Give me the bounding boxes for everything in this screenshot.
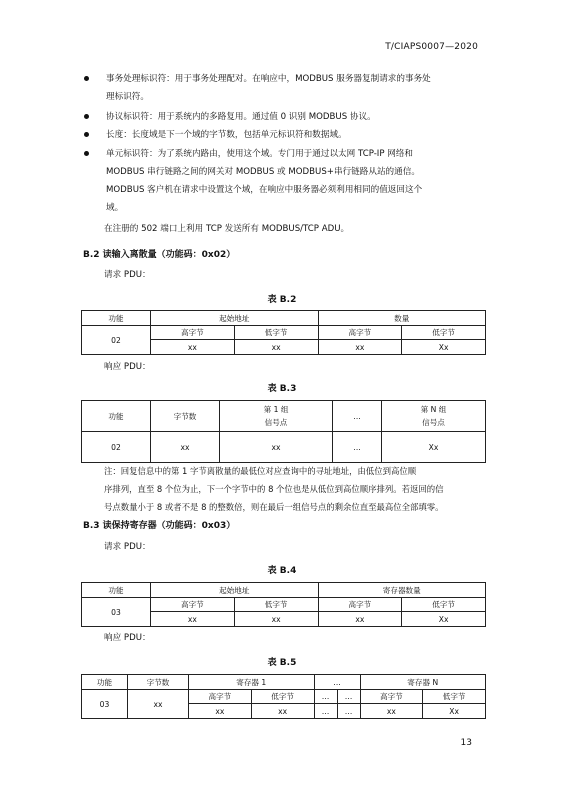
section-b2-title: B.2 读输入离散量（功能码：0x02） xyxy=(83,250,236,260)
page-number: 13 xyxy=(460,738,472,748)
request-pdu-label: 请求 PDU： xyxy=(104,542,151,552)
th-ellipsis: … xyxy=(314,690,337,704)
table-b3 xyxy=(81,400,486,463)
bullet-transaction-id xyxy=(84,70,504,106)
response-pdu-label: 响应 PDU： xyxy=(104,633,151,643)
th-low-byte: 低字节 xyxy=(423,690,486,704)
bullet-text: 单元标识符：为了系统内路由，使用这个域。专门用于通过以太网 TCP-IP 网络和 xyxy=(106,149,414,159)
bullet-text-cont: MODBUS 串行链路之间的网关对 MODBUS 或 MODBUS+串行链路从站的通信。 xyxy=(106,167,420,177)
th-ellipsis: … xyxy=(337,690,360,704)
table-b4-caption: 表 B.4 xyxy=(267,566,297,576)
th-byte-count: 字节数 xyxy=(151,401,220,432)
bullet-text-cont: 域。 xyxy=(106,203,124,213)
cell-ellipsis: … xyxy=(337,704,360,719)
th-register-n: 寄存器 N xyxy=(360,675,486,690)
th-low-byte: 低字节 xyxy=(402,326,486,340)
bullet-dot xyxy=(84,132,89,137)
cell-value: xx xyxy=(360,704,423,719)
table-b5-caption: 表 B.5 xyxy=(267,658,297,668)
cell-value: xx xyxy=(151,612,235,627)
th-register-1: 寄存器 1 xyxy=(189,675,315,690)
cell-value: xx xyxy=(318,612,402,627)
cell-value: xx xyxy=(318,340,402,355)
cell-value: xx xyxy=(189,704,252,719)
th-register-count: 寄存器数量 xyxy=(318,583,486,598)
table-b3-caption: 表 B.3 xyxy=(267,384,297,394)
cell-value: xx xyxy=(234,340,318,355)
function-code: 03 xyxy=(82,690,128,719)
bullet-text-cont: MODBUS 客户机在请求中设置这个域，在响应中服务器必须利用相同的值返回这个 xyxy=(106,185,423,195)
th-group-1-line2: 信号点 xyxy=(264,418,288,427)
th-high-byte: 高字节 xyxy=(189,690,252,704)
doc-code-header: T/CIAPS0007—2020 xyxy=(385,42,478,52)
cell-value: Xx xyxy=(402,612,486,627)
note-block xyxy=(104,462,508,516)
th-low-byte: 低字节 xyxy=(402,598,486,612)
section-b3-title: B.3 读保持寄存器（功能码：0x03） xyxy=(83,521,236,531)
th-low-byte: 低字节 xyxy=(234,598,318,612)
cell-value: Xx xyxy=(402,340,486,355)
function-code: 02 xyxy=(82,432,151,463)
cell-value: xx xyxy=(151,340,235,355)
byte-count-value: xx xyxy=(128,690,189,719)
th-function: 功能 xyxy=(82,401,151,432)
th-quantity: 数量 xyxy=(318,311,486,326)
note-line: 注：回复信息中的第 1 字节离散量的最低位对应查询中的寻址地址，由低位到高位顺 xyxy=(104,466,417,476)
th-high-byte: 高字节 xyxy=(151,326,235,340)
th-group-n xyxy=(382,401,486,432)
cell-ellipsis: … xyxy=(314,704,337,719)
table-b5 xyxy=(81,674,486,719)
note-line: 序排列，直至 8 个位为止，下一个字节中的 8 个位也是从低位到高位顺序排列。若返回的信 xyxy=(104,484,444,494)
cell-value: xx xyxy=(220,432,333,463)
cell-value: Xx xyxy=(382,432,486,463)
bullet-text: 事务处理标识符：用于事务处理配对。在响应中，MODBUS 服务器复制请求的事务处 xyxy=(106,74,431,84)
th-group-n-line1: 第 N 组 xyxy=(420,405,447,414)
th-start-address: 起始地址 xyxy=(151,311,319,326)
th-low-byte: 低字节 xyxy=(251,690,314,704)
cell-value: xx xyxy=(234,612,318,627)
th-start-address: 起始地址 xyxy=(151,583,319,598)
th-function: 功能 xyxy=(82,675,128,690)
th-ellipsis: … xyxy=(314,675,360,690)
table-b4 xyxy=(81,582,486,627)
th-byte-count: 字节数 xyxy=(128,675,189,690)
th-high-byte: 高字节 xyxy=(360,690,423,704)
table-b2 xyxy=(81,310,486,355)
function-code: 03 xyxy=(82,598,151,627)
th-function: 功能 xyxy=(82,311,151,326)
port-note: 在注册的 502 端口上利用 TCP 发送所有 MODBUS/TCP ADU。 xyxy=(104,224,350,234)
table-b2-caption: 表 B.2 xyxy=(267,295,297,305)
bullet-protocol-id xyxy=(84,108,504,126)
th-ellipsis: … xyxy=(333,401,382,432)
th-group-n-line2: 信号点 xyxy=(422,418,445,427)
th-high-byte: 高字节 xyxy=(318,326,402,340)
cell-value: xx xyxy=(151,432,220,463)
function-code: 02 xyxy=(82,326,151,355)
note-line: 号点数量小于 8 或者不是 8 的整数倍，则在最后一组信号点的剩余位直至最高位全部填零。 xyxy=(104,502,444,512)
request-pdu-label: 请求 PDU： xyxy=(104,270,151,280)
bullet-dot xyxy=(84,114,89,119)
bullet-dot xyxy=(84,151,89,156)
bullet-length xyxy=(84,126,504,144)
bullet-dot xyxy=(84,76,89,81)
th-high-byte: 高字节 xyxy=(151,598,235,612)
bullet-text: 协议标识符：用于系统内的多路复用。通过值 0 识别 MODBUS 协议。 xyxy=(106,112,376,122)
bullet-text-cont: 理标识符。 xyxy=(106,92,149,102)
th-group-1-line1: 第 1 组 xyxy=(263,405,289,414)
th-function: 功能 xyxy=(82,583,151,598)
bullet-unit-id xyxy=(84,145,504,217)
cell-value: Xx xyxy=(423,704,486,719)
bullet-text: 长度：长度域是下一个域的字节数，包括单元标识符和数据域。 xyxy=(106,130,347,140)
cell-ellipsis: … xyxy=(333,432,382,463)
th-high-byte: 高字节 xyxy=(318,598,402,612)
response-pdu-label: 响应 PDU： xyxy=(104,362,151,372)
cell-value: xx xyxy=(251,704,314,719)
th-group-1 xyxy=(220,401,333,432)
th-low-byte: 低字节 xyxy=(234,326,318,340)
